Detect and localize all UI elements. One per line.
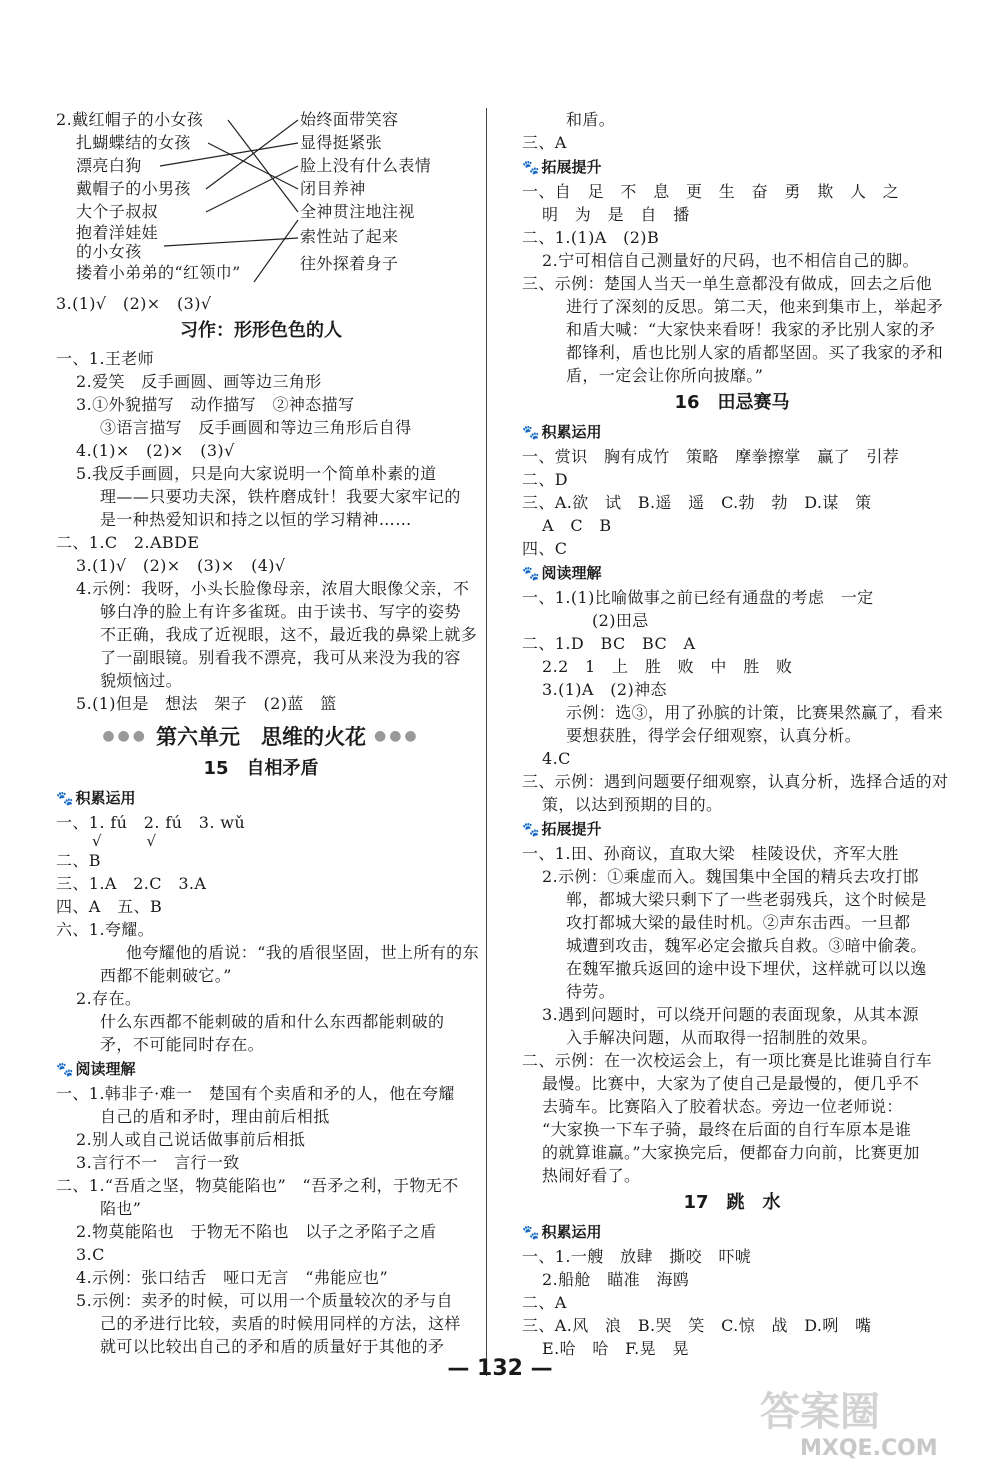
answer-line: 2.2 1 上 胜 败 中 胜 败 [542,657,793,676]
answer-line: 一、1.(1)比喻做事之前已经有通盘的考虑 一定 [522,588,874,607]
page-number: — 132 — [447,1356,553,1381]
watermark-logo: 答案圈 [760,1389,880,1435]
answer-line: 5.我反手画圆，只是向大家说明一个简单朴素的道 [76,464,437,483]
paw-icon: 🐾 [56,1062,74,1078]
answer-line: 一、自 足 不 息 更 生 奋 勇 欺 人 之 [522,182,900,201]
answer-line: 明 为 是 自 播 [542,205,690,224]
match-right-item: 脸上没有什么表情 [300,156,432,175]
answer-line: 六、1.夸耀。 [56,920,155,939]
answer-line: 二、1.“吾盾之坚，物莫能陷也” “吾矛之利，于物无不 [56,1176,459,1195]
answer-line: 进行了深刻的反思。第二天，他来到集市上，举起矛 [566,297,944,316]
answer-line: 陷也” [100,1199,142,1218]
match-right-item: 往外探着身子 [300,254,399,273]
paw-icon: 🐾 [522,822,540,838]
decor-dots-icon: ●●● [374,728,420,744]
answer-line: 二、1.D BC BC A [522,634,696,653]
answer-line: 四、C [522,539,568,558]
answer-line: 和盾大喊：“大家快来看呀！我家的矛比别人家的矛 [566,320,936,339]
answer-line: 2.存在。 [76,989,142,1008]
answer-line: 5.(1)但是 想法 架子 (2)蓝 篮 [76,694,337,713]
match-left-item: 漂亮白狗 [76,156,142,175]
unit-heading [56,721,466,751]
answer-line: 一、1.韩非子·难一 楚国有个卖盾和矛的人，他在夸耀 [56,1084,455,1103]
match-left-item: 扎蝴蝶结的女孩 [76,133,191,152]
column-divider [486,108,487,1376]
answer-line: 最慢。比赛中，大家为了使自己是最慢的，便几乎不 [542,1074,920,1093]
answer-line: 4.C [542,749,571,768]
answer-line: 理——只要功夫深，铁杵磨成针！我要大家牢记的 [100,487,461,506]
answer-line: 2.别人或自己说话做事前后相抵 [76,1130,306,1149]
answer-line: 要想获胜，得学会仔细观察，认真分析。 [566,726,862,745]
paw-icon: 🐾 [522,425,540,441]
answer-line: 自己的盾和矛时，理由前后相抵 [100,1107,330,1126]
answer-line: 三、A [522,133,567,152]
answer-line: 二、示例：在一次校运会上，有一项比赛是比谁骑自行车 [522,1051,933,1070]
match-left-item: 搂着小弟弟的“红领巾” [76,263,241,282]
answer-line: 3.言行不一 言行一致 [76,1153,240,1172]
answer-line: 三、A.风 浪 B.哭 笑 C.惊 战 D.咧 嘴 [522,1316,872,1335]
answer-line: ③语言描写 反手画圆和等边三角形后自得 [100,418,412,437]
right-column [522,108,949,1360]
answer-line: 4.示例：我呀，小头长脸像母亲，浓眉大眼像父亲，不 [76,579,470,598]
answer-line: 一、1.王老师 [56,349,155,368]
match-right-item: 全神贯注地注视 [300,202,415,221]
answer-line: 的就算谁赢。”大家换完后，便都奋力向前，比赛更加 [542,1143,920,1162]
answer-line: 什么东西都不能刺破的盾和什么东西都能刺破的 [100,1012,445,1031]
answer-line: 一、1.田、孙商议，直取大梁 桂陵设伏，齐军大胜 [522,844,899,863]
answer-line: 城遭到攻击，魏军必定会撤兵自救。③暗中偷袭。 [566,936,927,955]
answer-line: 3.①外貌描写 动作描写 ②神态描写 [76,395,355,414]
section-heading: 🐾 阅读理解 [522,564,602,582]
answer-line: 2.宁可相信自己测量好的尺码，也不相信自己的脚。 [542,251,919,270]
answer-line: 三、示例：遇到问题要仔细观察，认真分析，选择合适的对 [522,772,949,791]
answer-line: 在魏军撤兵返回的途中设下埋伏，这样就可以以逸 [566,959,927,978]
match-right-item: 显得挺紧张 [300,133,383,152]
matching-exercise [56,108,466,292]
unit-title: 第六单元 思维的火花 [156,725,366,749]
answer-line: E.哈 哈 F.晃 晃 [542,1339,689,1358]
answer-line: 矛，不可能同时存在。 [100,1035,265,1054]
answer-line: 入手解决问题，从而取得一招制胜的效果。 [566,1028,878,1047]
answer-line: 3.C [76,1245,105,1264]
section-heading: 🐾 积累运用 [522,423,602,441]
answer-line: 2.爱笑 反手画圆、画等边三角形 [76,372,322,391]
answer-line: 二、1.C 2.ABDE [56,533,200,552]
match-number: 2. [56,110,73,129]
section-heading: 🐾 积累运用 [522,1223,602,1241]
answer-line: 2.示例：①乘虚而入。魏国集中全国的精兵去攻打邯 [542,867,919,886]
essay-title: 习作：形形色色的人 [180,320,342,341]
answer-line: 三、1.A 2.C 3.A [56,874,207,893]
answer-line: 都锋利，盾也比别人家的盾都坚固。买了我家的矛和 [566,343,944,362]
match-left-item: 的小女孩 [76,242,142,261]
paw-icon: 🐾 [522,160,540,176]
tone-marks: √ √ [92,832,157,850]
answer-line: 4.示例：张口结舌 哑口无言 “弗能应也” [76,1268,389,1287]
answer-line: 2.船舱 瞄准 海鸥 [542,1270,690,1289]
lesson-title: 16 田忌赛马 [674,392,790,413]
answer-line: “大家换一下车子骑，最终在后面的自行车原本是谁 [542,1120,912,1139]
answer-line: 4.(1)× (2)× (3)√ [76,441,235,460]
answer-line: (2)田忌 [592,611,649,630]
answer-line: 一、赏识 胸有成竹 策略 摩拳擦掌 赢了 引荐 [522,447,900,466]
answer-line: 策，以达到预期的目的。 [542,795,723,814]
answer-line: 够白净的脸上有许多雀斑。由于读书、写字的姿势 [100,602,461,621]
match-left-item: 抱着洋娃娃 [76,223,159,242]
answer-line: A C B [542,516,612,535]
match-q3: 3.(1)√ (2)× (3)√ [56,294,212,313]
section-heading: 🐾 拓展提升 [522,820,602,838]
answer-line: 二、D [522,470,569,489]
answer-line: 西都不能刺破它。” [100,966,232,985]
answer-line: 了一副眼镜。别看我不漂亮，我可从来没为我的容 [100,648,461,667]
answer-line: 四、A 五、B [56,897,163,916]
answer-line: 三、A.欲 试 B.遥 遥 C.勃 勃 D.谋 策 [522,493,872,512]
answer-line: 二、1.(1)A (2)B [522,228,660,247]
paw-icon: 🐾 [56,791,74,807]
answer-line: 他夸耀他的盾说：“我的盾很坚固，世上所有的东 [126,943,479,962]
section-heading: 🐾 积累运用 [56,789,136,807]
answer-line: 2.物莫能陷也 于物无不陷也 以子之矛陷子之盾 [76,1222,437,1241]
answer-line: 示例：选③，用了孙膑的计策，比赛果然赢了，看来 [566,703,944,722]
answer-line: 就可以比较出自己的矛和盾的质量好于其他的矛 [100,1337,445,1356]
answer-line: 盾，一定会让你所向披靡。” [566,366,764,385]
answer-line: 和盾。 [566,110,616,129]
watermark-url: MXQE.COM [800,1436,938,1461]
match-right-item: 始终面带笑容 [300,110,399,129]
paw-icon: 🐾 [522,1225,540,1241]
match-left-item: 戴帽子的小男孩 [76,179,191,198]
answer-line: 3.(1)√ (2)× (3)× (4)√ [76,556,286,575]
decor-dots-icon: ●●● [102,728,148,744]
match-left-item: 戴红帽子的小女孩 [72,110,204,129]
answer-line: 攻打都城大梁的最佳时机。②声东击西。一旦都 [566,913,911,932]
section-heading: 🐾 拓展提升 [522,158,602,176]
answer-line: 貌烦恼过。 [100,671,183,690]
lesson-title: 15 自相矛盾 [203,758,319,779]
answer-line: 热闹好看了。 [542,1166,641,1185]
match-left-item: 大个子叔叔 [76,202,159,221]
match-right-item: 闭目养神 [300,179,366,198]
answer-line: 己的矛进行比较，卖盾的时候用同样的方法，这样 [100,1314,461,1333]
match-right-item: 索性站了起来 [300,227,399,246]
answer-line: 3.(1)A (2)神态 [542,680,667,699]
answer-line: 郸，都城大梁只剩下了一些老弱残兵，这个时候是 [566,890,927,909]
answer-line: 一、1.一艘 放肆 撕咬 吓唬 [522,1247,752,1266]
section-heading: 🐾 阅读理解 [56,1060,136,1078]
answer-line: 5.示例：卖矛的时候，可以用一个质量较次的矛与自 [76,1291,453,1310]
lesson-title: 17 跳 水 [683,1192,781,1213]
paw-icon: 🐾 [522,566,540,582]
answer-line: 二、B [56,851,101,870]
answer-line: 二、A [522,1293,567,1312]
match-lines [56,108,466,292]
left-column [56,108,479,1358]
answer-line: 待劳。 [566,982,616,1001]
answer-line: 3.遇到问题时，可以绕开问题的表面现象，从其本源 [542,1005,919,1024]
answer-line: 不正确，我成了近视眼，这不，最近我的鼻梁上就多 [100,625,478,644]
answer-line: 三、示例：楚国人当天一单生意都没有做成，回去之后他 [522,274,933,293]
answer-line: 一、1. fú 2. fú 3. wǔ [56,813,246,832]
answer-line: 是一种热爱知识和持之以恒的学习精神…… [100,510,412,529]
answer-line: 去骑车。比赛陷入了胶着状态。旁边一位老师说： [542,1097,903,1116]
